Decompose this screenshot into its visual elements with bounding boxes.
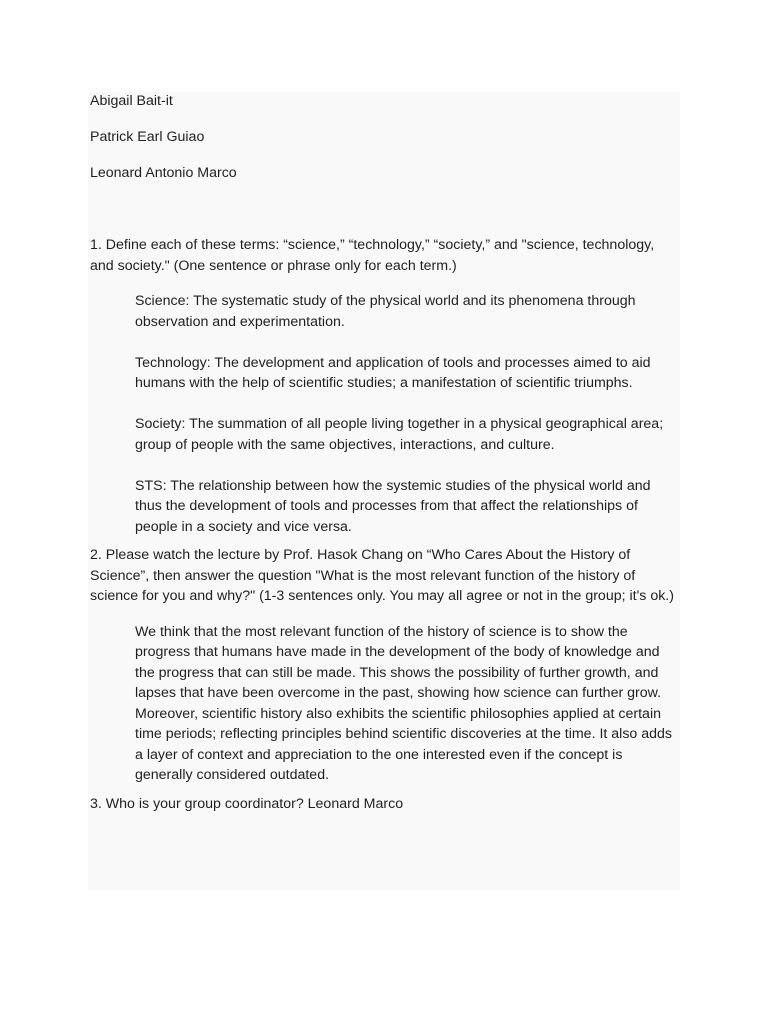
definition-science: Science: The systematic study of the physical world and its phenomena through observation and experimentation. <box>135 293 636 330</box>
question-1-prompt: 1. Define each of these terms: “science,” “technology,” “society,” and "science, technology, and society." (One sentence or phrase only for each term.) <box>90 237 655 274</box>
author-name: Abigail Bait-it <box>90 93 173 109</box>
author-name: Patrick Earl Guiao <box>90 129 205 145</box>
question-2-prompt: 2. Please watch the lecture by Prof. Hasok Chang on “Who Cares About the History of Science”, then answer the question "What is the most relevant function of the history of science for you and why?" (1-3 sentences only. You may all agree or not in the group; it's ok.) <box>90 547 674 604</box>
author-name: Leonard Antonio Marco <box>90 165 237 181</box>
definition-technology: Technology: The development and application of tools and processes aimed to aid humans with the help of scientific studies; a manifestation of scientific triumphs. <box>135 354 651 391</box>
question-2-answer: We think that the most relevant function of the history of science is to show the progress that humans have made in the development of the body of knowledge and the progress that can still be made. This shows the possibility of further growth, and lapses that have been overcome in the past, showing how science can further grow. Moreover, scientific history also exhibits the scientific philosophies applied at certain time periods; reflecting principles behind scientific discoveries at the time. It also adds a layer of context and appreciation to the one interested even if the concept is generally considered outdated. <box>135 623 673 783</box>
definition-society: Society: The summation of all people living together in a physical geographical area; group of people with the same objectives, interactions, and culture. <box>135 416 664 453</box>
question-3-prompt: 3. Who is your group coordinator? Leonard Marco <box>90 795 404 812</box>
definition-sts: STS: The relationship between how the systemic studies of the physical world and thus the development of tools and processes from that affect the relationships of people in a society and vice versa. <box>135 477 651 535</box>
document-body <box>90 91 680 829</box>
